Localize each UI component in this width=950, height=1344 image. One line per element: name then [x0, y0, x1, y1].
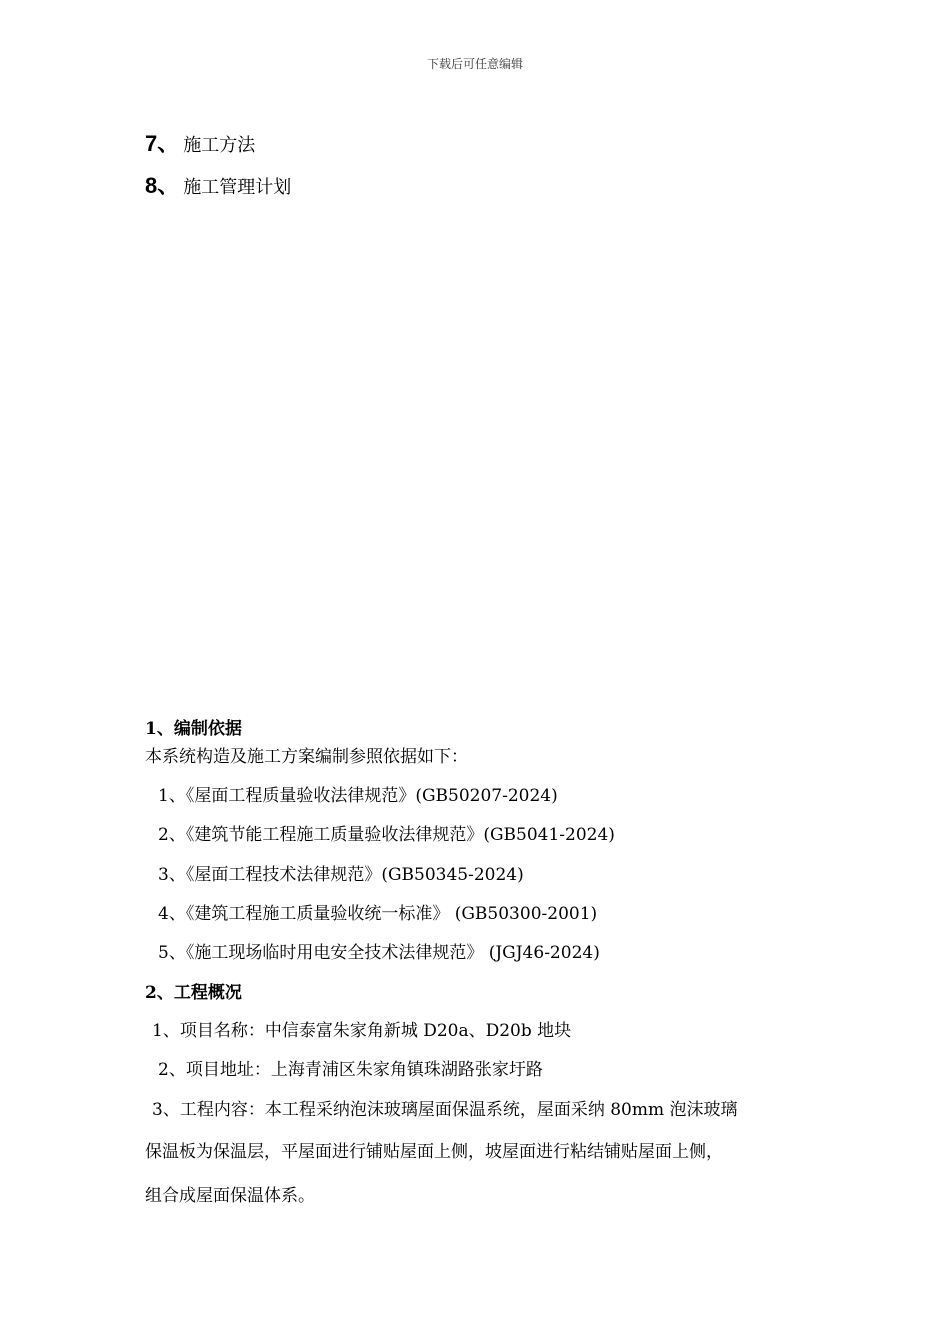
reference-item: 4、《建筑工程施工质量验收统一标准》 (GB50300-2001)	[158, 904, 598, 924]
project-content-line: 3、工程内容：本工程采纳泡沫玻璃屋面保温系统，屋面采纳 80mm 泡沫玻璃	[152, 1100, 738, 1120]
toc-item-8	[145, 169, 291, 200]
project-content-line: 组合成屋面保温体系。	[145, 1186, 315, 1206]
section1-heading: 1、编制依据	[145, 719, 242, 739]
project-address: 2、项目地址：上海青浦区朱家角镇珠湖路张家圩路	[158, 1060, 543, 1080]
toc-label: 施工方法	[183, 135, 256, 156]
reference-item: 5、《施工现场临时用电安全技术法律规范》 (JGJ46-2024)	[158, 943, 600, 963]
toc-label: 施工管理计划	[183, 177, 292, 198]
project-content-line: 保温板为保温层，平屋面进行铺贴屋面上侧，坡屋面进行粘结铺贴屋面上侧，	[145, 1142, 723, 1162]
reference-item: 1、《屋面工程质量验收法律规范》(GB50207-2024)	[158, 786, 558, 806]
section2-heading: 2、工程概况	[145, 983, 242, 1003]
toc-item-7	[145, 127, 255, 158]
toc-number: 7、	[145, 131, 180, 156]
toc-number: 8、	[145, 173, 180, 198]
reference-item: 2、《建筑节能工程施工质量验收法律规范》(GB5041-2024)	[158, 825, 615, 845]
section1-intro: 本系统构造及施工方案编制参照依据如下：	[145, 747, 468, 767]
project-name: 1、项目名称：中信泰富朱家角新城 D20a、D20b 地块	[152, 1021, 572, 1041]
page-header-note: 下载后可任意编辑	[426, 57, 523, 71]
reference-item: 3、《屋面工程技术法律规范》(GB50345-2024)	[158, 865, 524, 885]
